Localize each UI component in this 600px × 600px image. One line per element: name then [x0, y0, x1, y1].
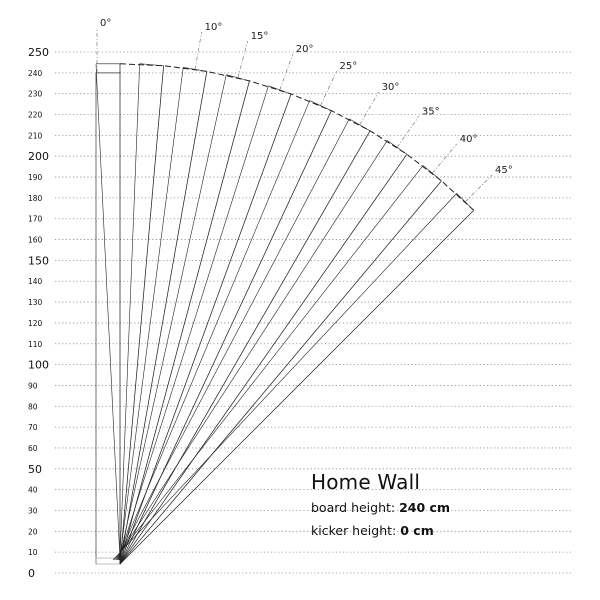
angle-label: 20° — [295, 44, 314, 56]
wall-info — [311, 470, 450, 546]
angle-leader-line — [360, 92, 379, 125]
angle-label: 10° — [204, 21, 223, 33]
board-height-line — [311, 500, 450, 515]
board-back-line — [120, 64, 140, 560]
y-tick-label: 180 — [28, 193, 43, 203]
angle-label: 35° — [421, 106, 440, 118]
height-arc — [120, 64, 474, 211]
angle-label: 25° — [339, 61, 358, 73]
board-height-value: 240 cm — [399, 500, 450, 515]
y-tick-label: 230 — [28, 89, 43, 99]
y-tick-label: 80 — [28, 402, 38, 412]
y-tick-label: 40 — [28, 485, 38, 495]
angle-leader-line — [397, 116, 419, 147]
y-tick-label: 170 — [28, 214, 43, 224]
angle-leader-line — [238, 41, 248, 78]
kicker-height-line — [311, 523, 450, 538]
y-tick-label: 250 — [28, 46, 49, 59]
board-cap-line — [349, 119, 370, 131]
board-height-label: board height: — [311, 500, 396, 515]
y-tick-label: 210 — [28, 131, 43, 141]
y-tick-label: 20 — [28, 527, 38, 537]
angle-leader-line — [321, 71, 337, 105]
y-tick-label: 30 — [28, 506, 38, 516]
y-tick-label: 240 — [28, 68, 43, 78]
y-tick-label: 120 — [28, 318, 43, 328]
y-tick-label: 90 — [28, 381, 38, 391]
kicker-height-label: kicker height: — [311, 523, 397, 538]
angle-label: 40° — [459, 134, 478, 146]
angle-leader-line — [280, 54, 293, 90]
board-line — [120, 81, 249, 564]
angle-label: 45° — [495, 164, 513, 176]
y-tick-label: 100 — [28, 358, 49, 372]
angle-label: 30° — [381, 81, 400, 93]
y-tick-label: 110 — [28, 339, 43, 349]
y-tick-label: 150 — [28, 254, 49, 268]
board-back-line — [118, 101, 310, 560]
board-cap-line — [310, 101, 332, 111]
y-tick-label: 130 — [28, 298, 43, 308]
height-arc-path — [120, 64, 474, 211]
angle-label: 15° — [250, 31, 269, 43]
y-tick-label: 190 — [28, 173, 43, 183]
wall-title: Home Wall — [311, 470, 421, 494]
y-tick-label: 160 — [28, 235, 43, 245]
y-tick-label: 60 — [28, 443, 38, 453]
y-tick-label: 200 — [28, 150, 49, 164]
angle-leader-line — [195, 32, 202, 69]
y-tick-label: 10 — [28, 548, 38, 558]
y-tick-label: 140 — [28, 277, 43, 287]
y-tick-label: 0 — [28, 567, 35, 580]
y-tick-label: 220 — [28, 110, 43, 120]
y-tick-label: 70 — [28, 423, 38, 433]
angle-label: 0° — [100, 18, 112, 29]
angle-leader-line — [432, 144, 456, 173]
kicker-height-value: 0 cm — [400, 523, 434, 538]
y-axis-ticks — [28, 46, 49, 580]
board-back-line — [96, 64, 120, 560]
board-line — [120, 111, 331, 564]
y-tick-label: 50 — [28, 462, 42, 476]
